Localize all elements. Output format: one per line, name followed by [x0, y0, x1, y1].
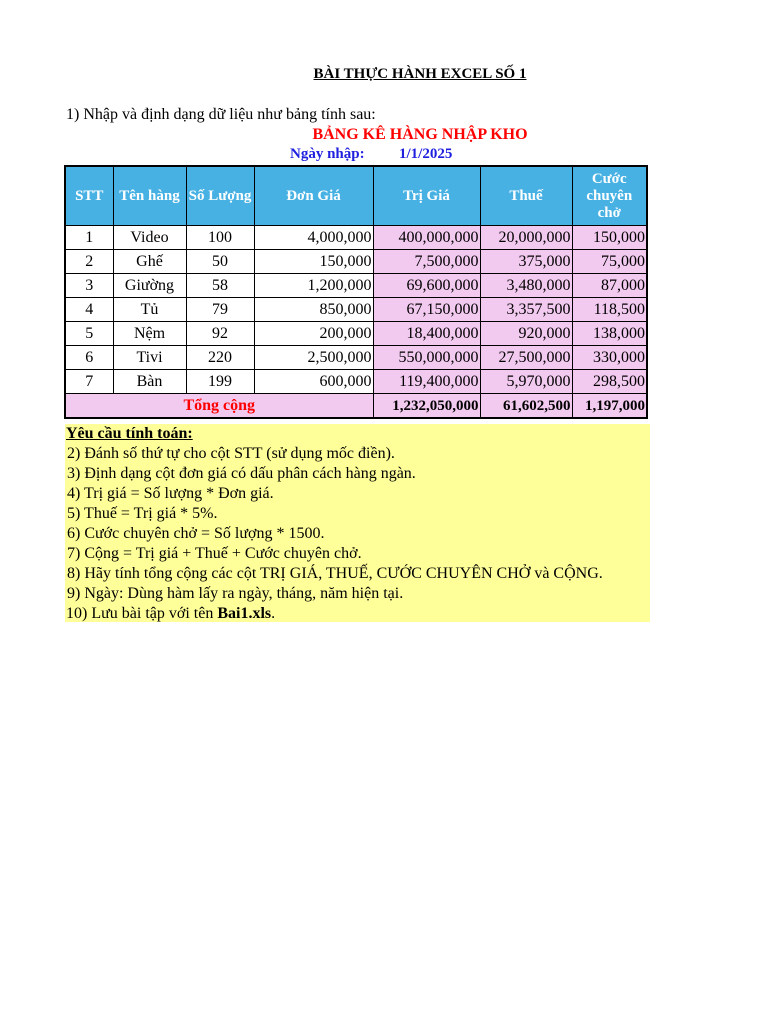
header-thue[interactable]: Thuế: [480, 166, 572, 226]
cell-don-gia[interactable]: 150,000: [254, 250, 373, 274]
cell-so-luong[interactable]: 92: [186, 322, 254, 346]
cell-thue[interactable]: 3,357,500: [480, 298, 572, 322]
cell-don-gia[interactable]: 4,000,000: [254, 226, 373, 250]
requirements-heading: Yêu cầu tính toán:: [66, 425, 193, 442]
total-thue[interactable]: 61,602,500: [480, 394, 572, 419]
total-row: [65, 394, 647, 419]
cell-so-luong[interactable]: 220: [186, 346, 254, 370]
cell-ten-hang[interactable]: Tủ: [113, 298, 186, 322]
cell-cuoc[interactable]: 330,000: [572, 346, 647, 370]
cell-thue[interactable]: 920,000: [480, 322, 572, 346]
total-tri-gia[interactable]: 1,232,050,000: [373, 394, 480, 419]
cell-cuoc[interactable]: 298,500: [572, 370, 647, 394]
table-title: BẢNG KÊ HÀNG NHẬP KHO: [312, 126, 528, 143]
cell-stt[interactable]: 4: [65, 298, 113, 322]
cell-so-luong[interactable]: 199: [186, 370, 254, 394]
cell-so-luong[interactable]: 58: [186, 274, 254, 298]
requirement-last-filename: Bai1.xls: [217, 605, 272, 622]
requirement-item-last: [65, 604, 650, 624]
cell-thue[interactable]: 375,000: [480, 250, 572, 274]
date-label: Ngày nhập:: [290, 146, 365, 162]
table-row: [65, 250, 647, 274]
inventory-table: [64, 165, 648, 419]
cell-stt[interactable]: 5: [65, 322, 113, 346]
intro-text: 1) Nhập và định dạng dữ liệu như bảng tính sau:: [66, 106, 376, 123]
requirement-item: 6) Cước chuyên chở = Số lượng * 1500.: [67, 525, 325, 542]
header-so-luong[interactable]: Số Lượng: [186, 166, 254, 226]
cell-tri-gia[interactable]: 69,600,000: [373, 274, 480, 298]
table-row: [65, 274, 647, 298]
requirements-list: [65, 444, 650, 604]
page-title: BÀI THỰC HÀNH EXCEL SỐ 1: [313, 66, 527, 82]
requirement-item: 9) Ngày: Dùng hàm lấy ra ngày, tháng, năm hiện tại.: [67, 585, 404, 602]
header-stt[interactable]: STT: [65, 166, 113, 226]
cell-tri-gia[interactable]: 400,000,000: [373, 226, 480, 250]
cell-don-gia[interactable]: 1,200,000: [254, 274, 373, 298]
header-don-gia[interactable]: Đơn Giá: [254, 166, 373, 226]
cell-ten-hang[interactable]: Ghế: [113, 250, 186, 274]
cell-ten-hang[interactable]: Nệm: [113, 322, 186, 346]
cell-ten-hang[interactable]: Giường: [113, 274, 186, 298]
cell-thue[interactable]: 5,970,000: [480, 370, 572, 394]
cell-stt[interactable]: 7: [65, 370, 113, 394]
cell-cuoc[interactable]: 150,000: [572, 226, 647, 250]
table-row: [65, 298, 647, 322]
header-tri-gia[interactable]: Trị Giá: [373, 166, 480, 226]
cell-don-gia[interactable]: 850,000: [254, 298, 373, 322]
cell-so-luong[interactable]: 100: [186, 226, 254, 250]
total-label[interactable]: Tổng cộng: [65, 394, 373, 419]
header-cuoc[interactable]: Cước chuyên chở: [572, 166, 647, 226]
cell-ten-hang[interactable]: Video: [113, 226, 186, 250]
table-row: [65, 322, 647, 346]
cell-tri-gia[interactable]: 550,000,000: [373, 346, 480, 370]
cell-stt[interactable]: 6: [65, 346, 113, 370]
cell-tri-gia[interactable]: 18,400,000: [373, 322, 480, 346]
cell-stt[interactable]: 1: [65, 226, 113, 250]
requirement-item: 4) Trị giá = Số lượng * Đơn giá.: [67, 485, 274, 502]
cell-tri-gia[interactable]: 119,400,000: [373, 370, 480, 394]
cell-don-gia[interactable]: 2,500,000: [254, 346, 373, 370]
cell-don-gia[interactable]: 600,000: [254, 370, 373, 394]
header-row: [65, 166, 647, 226]
requirement-item: 8) Hãy tính tổng cộng các cột TRỊ GIÁ, THUẾ, CƯỚC CHUYÊN CHỞ và CỘNG.: [67, 565, 603, 582]
cell-ten-hang[interactable]: Bàn: [113, 370, 186, 394]
requirements-box: [65, 424, 650, 622]
requirement-last-suffix: .: [271, 605, 276, 622]
cell-cuoc[interactable]: 138,000: [572, 322, 647, 346]
cell-so-luong[interactable]: 50: [186, 250, 254, 274]
header-ten-hang[interactable]: Tên hàng: [113, 166, 186, 226]
cell-so-luong[interactable]: 79: [186, 298, 254, 322]
total-cuoc[interactable]: 1,197,000: [572, 394, 647, 419]
table-row: [65, 226, 647, 250]
cell-thue[interactable]: 20,000,000: [480, 226, 572, 250]
requirement-item: 7) Cộng = Trị giá + Thuế + Cước chuyên chở.: [67, 545, 362, 562]
requirement-item: 2) Đánh số thứ tự cho cột STT (sử dụng mốc điền).: [67, 445, 395, 462]
cell-ten-hang[interactable]: Tivi: [113, 346, 186, 370]
cell-stt[interactable]: 3: [65, 274, 113, 298]
table-row: [65, 370, 647, 394]
requirement-item: 3) Định dạng cột đơn giá có dấu phân cách hàng ngàn.: [67, 465, 416, 482]
cell-stt[interactable]: 2: [65, 250, 113, 274]
cell-cuoc[interactable]: 118,500: [572, 298, 647, 322]
requirement-last-prefix: 10) Lưu bài tập với tên: [66, 605, 218, 622]
cell-don-gia[interactable]: 200,000: [254, 322, 373, 346]
table-row: [65, 346, 647, 370]
cell-thue[interactable]: 3,480,000: [480, 274, 572, 298]
cell-thue[interactable]: 27,500,000: [480, 346, 572, 370]
cell-tri-gia[interactable]: 67,150,000: [373, 298, 480, 322]
requirement-item: 5) Thuế = Trị giá * 5%.: [67, 505, 218, 522]
cell-tri-gia[interactable]: 7,500,000: [373, 250, 480, 274]
cell-cuoc[interactable]: 87,000: [572, 274, 647, 298]
cell-cuoc[interactable]: 75,000: [572, 250, 647, 274]
date-value: 1/1/2025: [399, 146, 453, 162]
